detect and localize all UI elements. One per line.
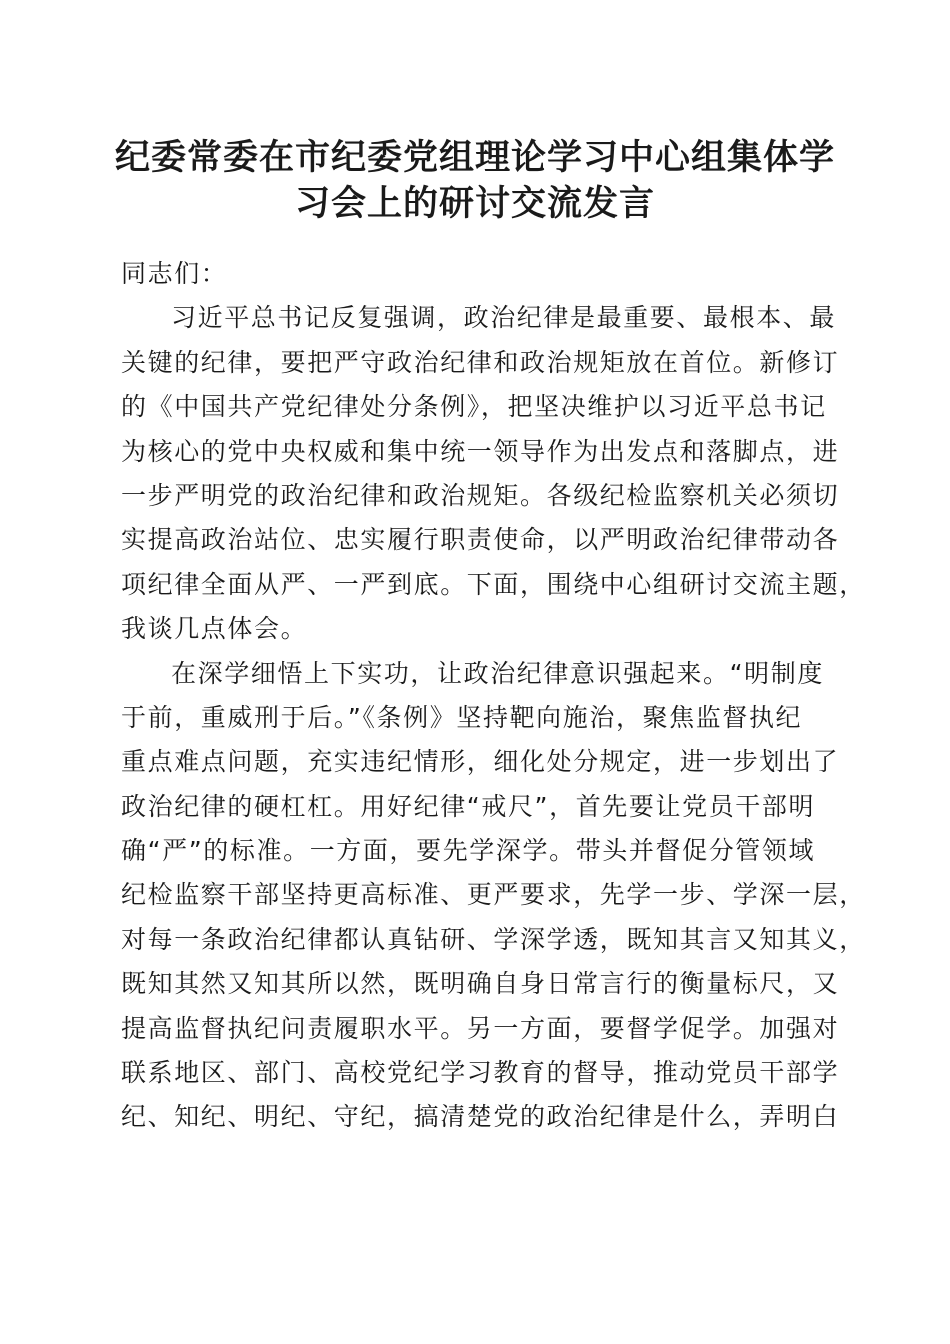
paragraph-line: 实提高政治站位、忠实履行职责使命，以严明政治纪律带动各 xyxy=(121,525,840,555)
paragraph-line: 纪检监察干部坚持更高标准、更严要求，先学一步、学深一层， xyxy=(121,880,866,910)
paragraph-line: 习近平总书记反复强调，政治纪律是最重要、最根本、最 xyxy=(171,303,837,333)
paragraph-line: 的《中国共产党纪律处分条例》，把坚决维护以习近平总书记 xyxy=(121,392,827,422)
document-body xyxy=(121,252,866,1140)
paragraph-line: 在深学细悟上下实功，让政治纪律意识强起来。“明制度 xyxy=(171,658,824,688)
paragraph-line: 联系地区、部门、高校党纪学习教育的督导，推动党员干部学 xyxy=(121,1058,840,1088)
paragraph-line: 重点难点问题，充实违纪情形，细化处分规定，进一步划出了 xyxy=(121,747,840,777)
title-line: 纪委常委在市纪委党组理论学习中心组集体学 xyxy=(114,137,835,178)
paragraph-line: 关键的纪律，要把严守政治纪律和政治规矩放在首位。新修订 xyxy=(121,347,840,377)
paragraph-line: 一步严明党的政治纪律和政治规矩。各级纪检监察机关必须切 xyxy=(121,480,840,510)
paragraph-line: 政治纪律的硬杠杠。用好纪律“戒尺”，首先要让党员干部明 xyxy=(121,791,816,821)
paragraph-line: 确“严”的标准。一方面，要先学深学。带头并督促分管领域 xyxy=(121,836,816,866)
paragraph-line: 我谈几点体会。 xyxy=(121,614,308,644)
paragraph-line: 于前，重威刑于后。”《条例》坚持靶向施治，聚焦监督执纪 xyxy=(121,702,803,732)
document-title xyxy=(100,135,850,227)
paragraph-line: 提高监督执纪问责履职水平。另一方面，要督学促学。加强对 xyxy=(121,1013,840,1043)
paragraph-line: 纪、知纪、明纪、守纪，搞清楚党的政治纪律是什么，弄明白 xyxy=(121,1102,840,1132)
paragraph-2 xyxy=(121,652,866,1140)
paragraph-line: 既知其然又知其所以然，既明确自身日常言行的衡量标尺，又 xyxy=(121,969,840,999)
paragraph-line: 对每一条政治纪律都认真钻研、学深学透，既知其言又知其义， xyxy=(121,924,866,954)
title-line: 习会上的研讨交流发言 xyxy=(294,183,655,224)
paragraph-1 xyxy=(121,296,866,651)
salutation: 同志们： xyxy=(121,259,228,288)
paragraph-line: 为核心的党中央权威和集中统一领导作为出发点和落脚点，进 xyxy=(121,436,840,466)
paragraph-line: 项纪律全面从严、一严到底。下面，围绕中心组研讨交流主题， xyxy=(121,569,866,599)
